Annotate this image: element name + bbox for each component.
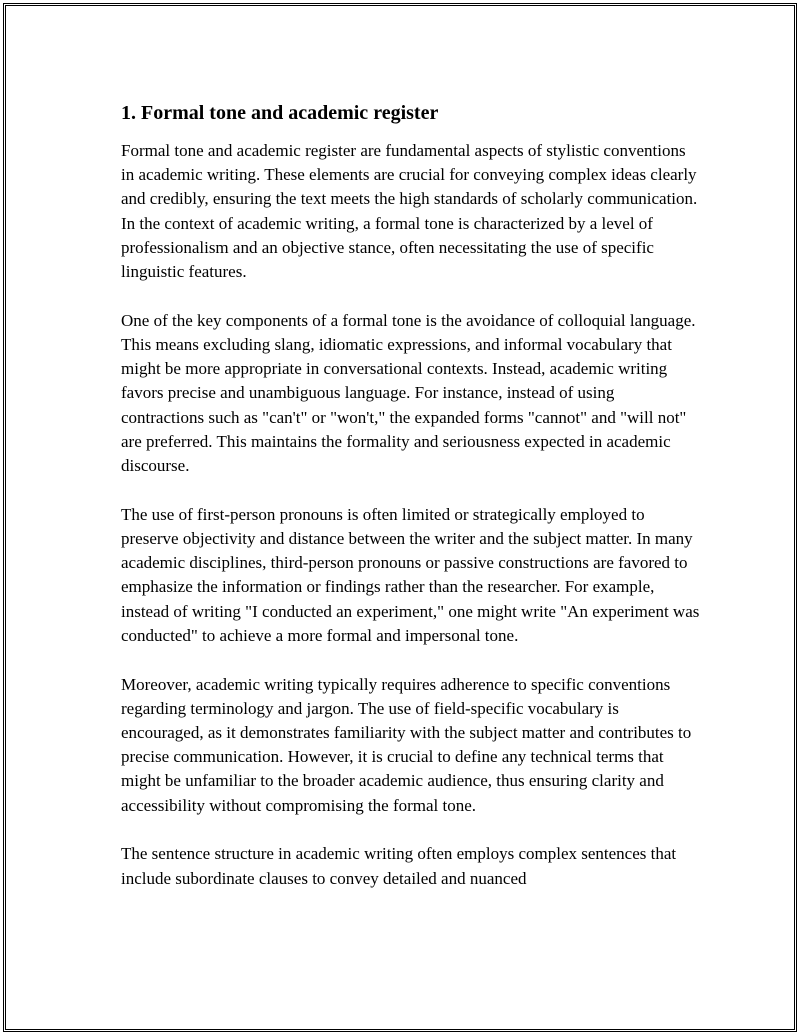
paragraph-2: One of the key components of a formal tone is the avoidance of colloquial language. This means excluding slang, idiomatic expressions, and informal vocabulary that might be more appropriate in conversational contexts. Instead, academic writing favors precise and unambiguous language. For instance, instead of using contractions such as "can't" or "won't," the expanded forms "cannot" and "will not" are preferred. This maintains the formality and seriousness expected in academic discourse. [121,310,696,476]
document-body [121,100,701,915]
page-frame [3,3,797,1032]
paragraph-3: The use of first-person pronouns is often limited or strategically employed to preserve objectivity and distance between the writer and the subject matter. In many academic disciplines, third-person pronouns or passive constructions are favored to emphasize the information or findings rather than the researcher. For example, instead of writing "I conducted an experiment," one might write "An experiment was conducted" to achieve a more formal and impersonal tone. [121,504,700,645]
paragraph-4: Moreover, academic writing typically requires adherence to specific conventions regarding terminology and jargon. The use of field-specific vocabulary is encouraged, as it demonstrates familiarity with the subject matter and contributes to precise communication. However, it is crucial to define any technical terms that might be unfamiliar to the broader academic audience, thus ensuring clarity and accessibility without compromising the formal tone. [121,674,692,815]
paragraph-5: The sentence structure in academic writing often employs complex sentences that include subordinate clauses to convey detailed and nuanced [121,844,677,888]
section-heading: 1. Formal tone and academic register [121,102,439,124]
paragraph-1: Formal tone and academic register are fundamental aspects of stylistic conventions in academic writing. These elements are crucial for conveying complex ideas clearly and credibly, ensuring the text meets the high standards of scholarly communication. In the context of academic writing, a formal tone is characterized by a level of professionalism and an objective stance, often necessitating the use of specific linguistic features. [121,141,698,282]
